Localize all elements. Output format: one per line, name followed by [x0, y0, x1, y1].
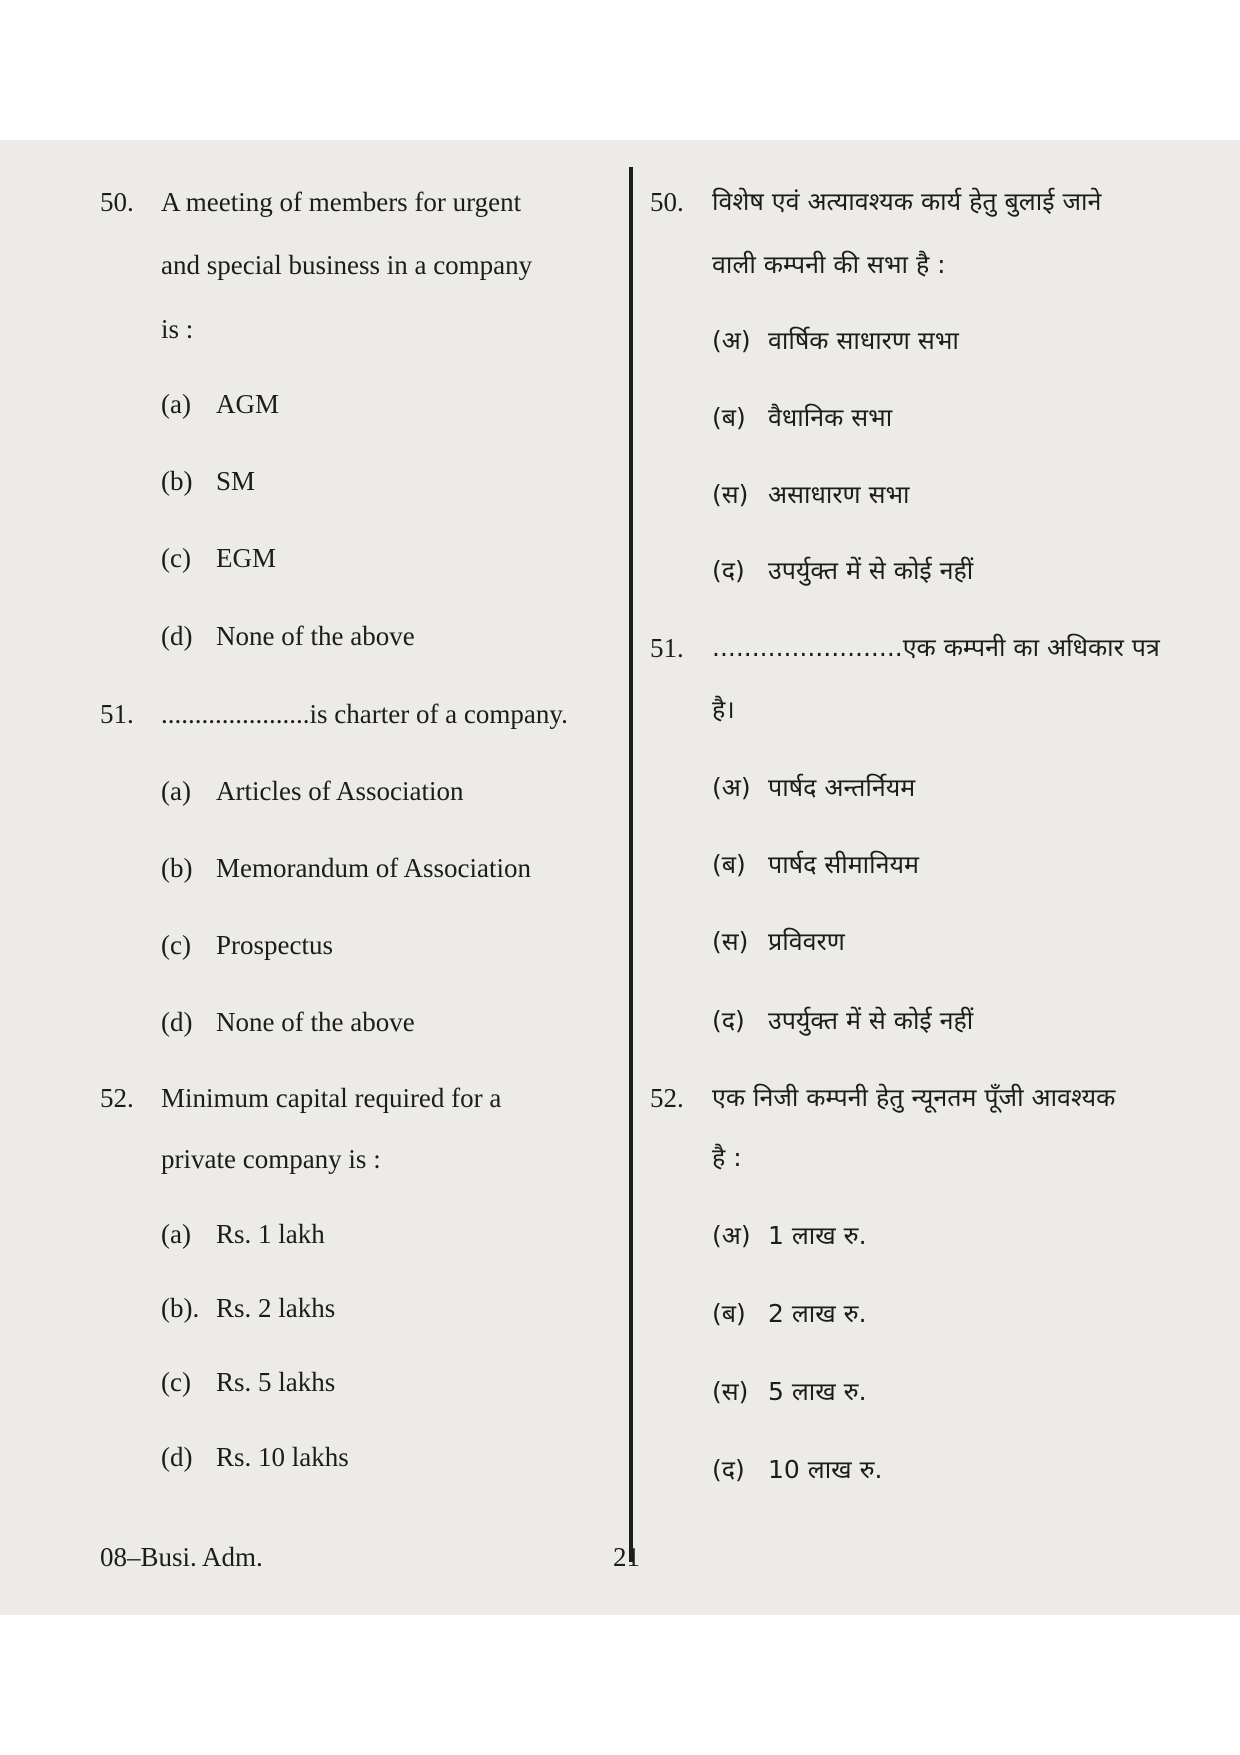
option-text: Rs. 5 lakhs	[216, 1367, 336, 1397]
question-text-line: एक निजी कम्पनी हेतु न्यूनतम पूँजी आवश्यक	[712, 1083, 1116, 1112]
option-key: (d)	[161, 1007, 193, 1037]
column-divider	[629, 167, 633, 1562]
option-key: (b).	[161, 1293, 200, 1323]
question-number: 50.	[100, 187, 134, 217]
option-text: None of the above	[216, 1007, 415, 1037]
option-text: 1 लाख रु.	[768, 1221, 867, 1250]
option-key: (ब)	[712, 1299, 746, 1328]
option-text: Memorandum of Association	[216, 853, 531, 883]
option-key: (a)	[161, 389, 191, 419]
option-key: (c)	[161, 930, 191, 960]
question-text-line: विशेष एवं अत्यावश्यक कार्य हेतु बुलाई जाने	[712, 187, 1102, 216]
option-key: (d)	[161, 621, 193, 651]
option-key: (c)	[161, 543, 191, 573]
option-key: (अ)	[712, 326, 751, 355]
question-number: 51.	[100, 699, 134, 729]
option-text: उपर्युक्त में से कोई नहीं	[768, 556, 974, 585]
question-number: 52.	[650, 1083, 684, 1113]
option-text: असाधारण सभा	[768, 480, 910, 509]
option-key: (b)	[161, 853, 193, 883]
option-key: (स)	[712, 927, 749, 956]
question-number: 50.	[650, 187, 684, 217]
option-key: (b)	[161, 466, 193, 496]
option-text: Prospectus	[216, 930, 333, 960]
option-key: (स)	[712, 1377, 749, 1406]
option-text: Rs. 10 lakhs	[216, 1442, 349, 1472]
option-key: (ब)	[712, 850, 746, 879]
option-text: प्रविवरण	[768, 927, 845, 956]
option-text: 5 लाख रु.	[768, 1377, 867, 1406]
option-text: 10 लाख रु.	[768, 1455, 883, 1484]
page-number: 21	[613, 1542, 640, 1572]
option-key: (c)	[161, 1367, 191, 1397]
question-text-line: ......................is charter of a company.	[161, 699, 568, 729]
option-text: Articles of Association	[216, 776, 464, 806]
option-key: (a)	[161, 1219, 191, 1249]
option-text: वार्षिक साधारण सभा	[768, 326, 959, 355]
option-text: Rs. 1 lakh	[216, 1219, 325, 1249]
option-key: (द)	[712, 1455, 745, 1484]
option-text: AGM	[216, 389, 280, 419]
option-key: (ब)	[712, 403, 746, 432]
question-text-line: Minimum capital required for a	[161, 1083, 502, 1113]
option-text: पार्षद अन्तर्नियम	[768, 773, 916, 802]
question-text-line: A meeting of members for urgent	[161, 187, 522, 217]
option-text: Rs. 2 lakhs	[216, 1293, 336, 1323]
option-text: None of the above	[216, 621, 415, 651]
question-text-line: private company is :	[161, 1144, 381, 1174]
option-text: 2 लाख रु.	[768, 1299, 867, 1328]
option-text: EGM	[216, 543, 276, 573]
option-key: (द)	[712, 1006, 745, 1035]
option-key: (अ)	[712, 773, 751, 802]
option-key: (द)	[712, 556, 745, 585]
option-text: उपर्युक्त में से कोई नहीं	[768, 1006, 974, 1035]
question-text-line: is :	[161, 314, 194, 344]
question-number: 52.	[100, 1083, 134, 1113]
option-key: (स)	[712, 480, 749, 509]
question-text-line: है :	[712, 1143, 742, 1172]
option-key: (अ)	[712, 1221, 751, 1250]
option-text: पार्षद सीमानियम	[768, 850, 919, 879]
paper-code: 08–Busi. Adm.	[100, 1542, 263, 1572]
question-text-line: and special business in a company	[161, 250, 533, 280]
question-number: 51.	[650, 633, 684, 663]
option-key: (a)	[161, 776, 191, 806]
question-text-line: ........................एक कम्पनी का अधिकार पत्र	[712, 633, 1160, 662]
option-text: वैधानिक सभा	[768, 403, 893, 432]
question-text-line: है।	[712, 695, 735, 724]
option-text: SM	[216, 466, 256, 496]
option-key: (d)	[161, 1442, 193, 1472]
question-text-line: वाली कम्पनी की सभा है :	[712, 250, 946, 279]
